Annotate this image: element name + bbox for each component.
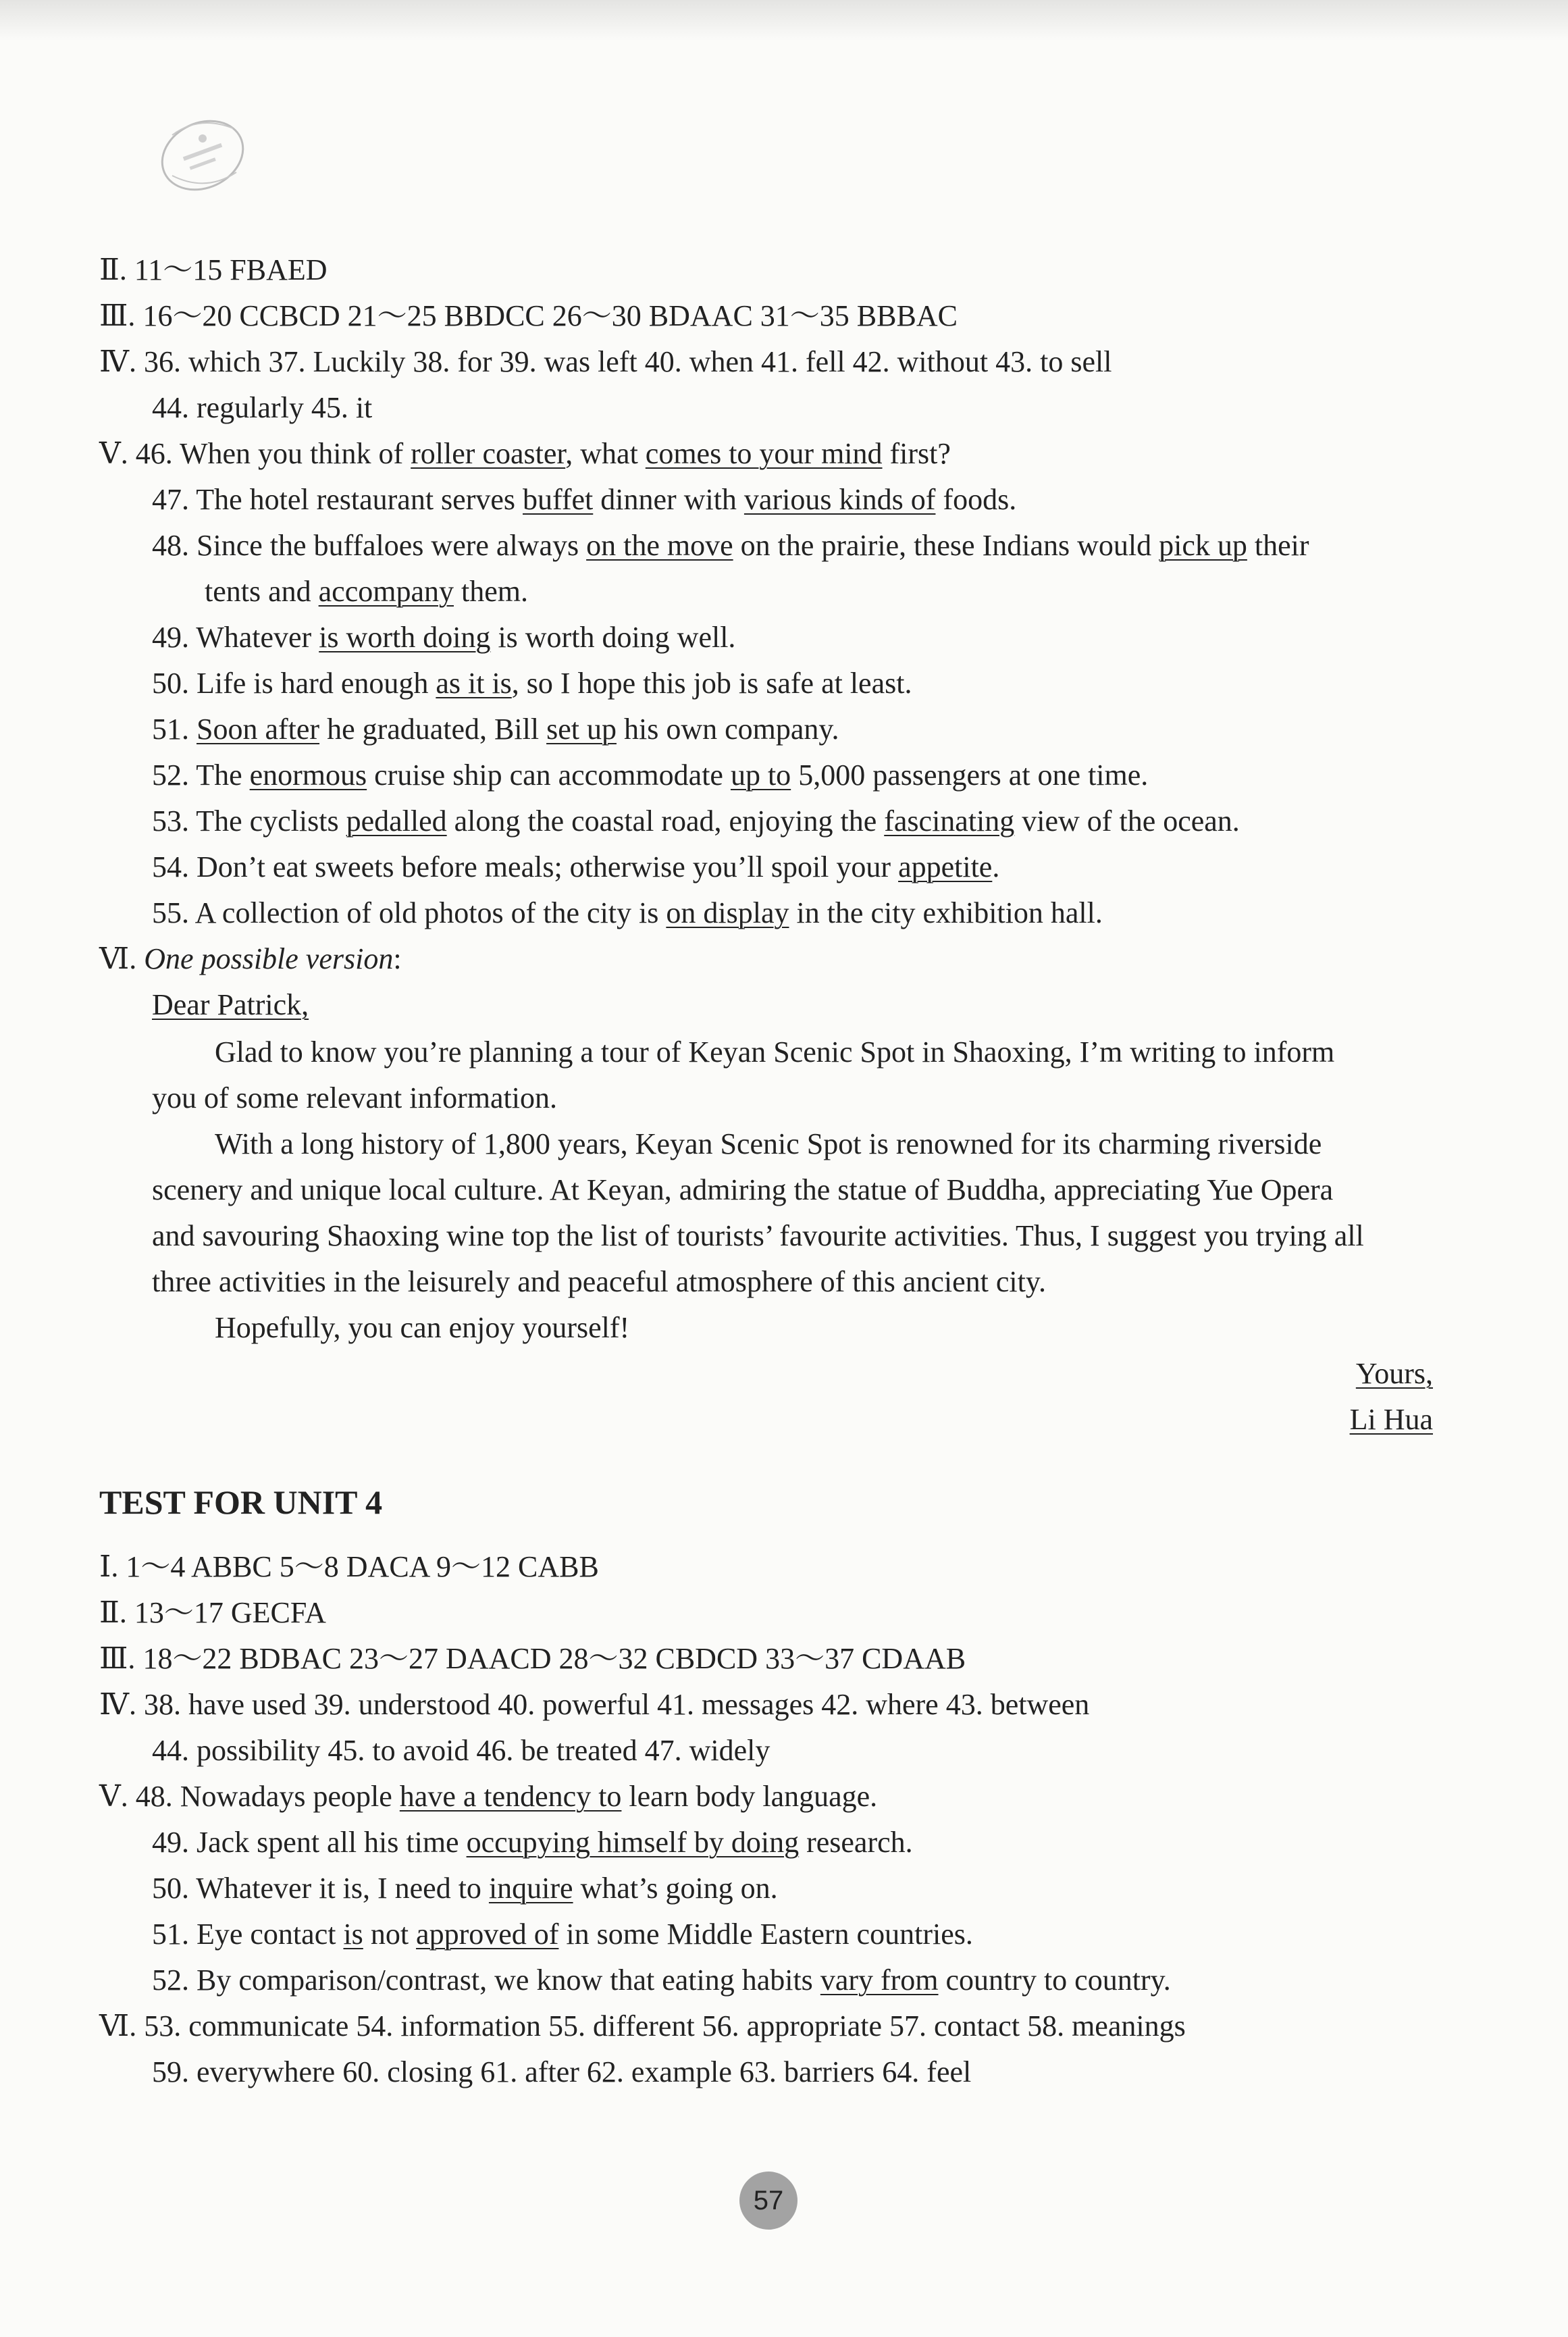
- sec3-answers: Ⅲ. 16～20 CCBCD 21～25 BBDCC 26～30 BDAAC 31～35 BBBAC: [99, 299, 958, 332]
- scan-edge: [0, 0, 1568, 41]
- letter-p1-line1: Glad to know you’re planning a tour of Keyan Scenic Spot in Shaoxing, I’m writing to inform: [215, 1035, 1335, 1069]
- unit4-sentence-52: 52. By comparison/contrast, we know that eating habits vary from country to country.: [152, 1963, 1171, 1997]
- letter-p2-line3: and savouring Shaoxing wine top the list of tourists’ favourite activities. Thus, I suggest you trying all: [152, 1219, 1364, 1252]
- letter-p2-line2: scenery and unique local culture. At Keyan, admiring the statue of Buddha, appreciating Yue Opera: [152, 1173, 1334, 1206]
- unit4-sec2-answers: Ⅱ. 13～17 GECFA: [99, 1596, 326, 1629]
- unit4-sec4-answers-cont: 44. possibility 45. to avoid 46. be treated 47. widely: [152, 1734, 770, 1767]
- unit4-sec3-answers: Ⅲ. 18～22 BDBAC 23～27 DAACD 28～32 CBDCD 33～37 CDAAB: [99, 1642, 966, 1675]
- letter-closing: Yours,: [1355, 1357, 1433, 1390]
- letter-greeting: Dear Patrick,: [152, 988, 309, 1021]
- sec5-sentence-53: 53. The cyclists pedalled along the coastal road, enjoying the fascinating view of the ocean.: [152, 804, 1240, 838]
- page-number: 57: [739, 2172, 798, 2230]
- letter-p2-line1: With a long history of 1,800 years, Keyan Scenic Spot is renowned for its charming riverside: [215, 1127, 1322, 1160]
- sec5-sentence-48-cont: tents and accompany them.: [205, 575, 528, 608]
- unit4-sec1-answers: Ⅰ. 1～4 ABBC 5～8 DACA 9～12 CABB: [99, 1550, 599, 1583]
- sec5-sentence-52: 52. The enormous cruise ship can accommodate up to 5,000 passengers at one time.: [152, 759, 1149, 792]
- unit4-sec4-answers: Ⅳ. 38. have used 39. understood 40. powerful 41. messages 42. where 43. between: [99, 1688, 1090, 1721]
- sec5-sentence-49: 49. Whatever is worth doing is worth doing well.: [152, 621, 736, 654]
- sec5-sentence-54: 54. Don’t eat sweets before meals; otherwise you’ll spoil your appetite.: [152, 850, 1000, 883]
- sec4-answers-cont: 44. regularly 45. it: [152, 391, 373, 424]
- sec5-sentence-55: 55. A collection of old photos of the city is on display in the city exhibition hall.: [152, 896, 1103, 929]
- unit4-sec6-answers-cont: 59. everywhere 60. closing 61. after 62. example 63. barriers 64. feel: [152, 2055, 972, 2088]
- letter-p3: Hopefully, you can enjoy yourself!: [215, 1311, 630, 1344]
- sec6-intro: Ⅵ. One possible version:: [99, 942, 402, 975]
- unit4-sec6-answers: Ⅵ. 53. communicate 54. information 55. different 56. appropriate 57. contact 58. meanings: [99, 2009, 1186, 2043]
- unit4-sentence-48: Ⅴ. 48. Nowadays people have a tendency to learn body language.: [99, 1780, 878, 1813]
- sec5-sentence-47: 47. The hotel restaurant serves buffet dinner with various kinds of foods.: [152, 483, 1017, 516]
- sec5-sentence-48: 48. Since the buffaloes were always on the move on the prairie, these Indians would pick up their: [152, 529, 1309, 562]
- unit4-sentence-51: 51. Eye contact is not approved of in some Middle Eastern countries.: [152, 1918, 973, 1951]
- unit4-title: TEST FOR UNIT 4: [99, 1483, 383, 1521]
- unit4-sentence-50: 50. Whatever it is, I need to inquire what’s going on.: [152, 1872, 778, 1905]
- letter-signature: Li Hua: [1349, 1403, 1433, 1436]
- unit4-sentence-49: 49. Jack spent all his time occupying himself by doing research.: [152, 1826, 913, 1859]
- sec2-answers: Ⅱ. 11～15 FBAED: [99, 253, 328, 286]
- sec4-answers: Ⅳ. 36. which 37. Luckily 38. for 39. was left 40. when 41. fell 42. without 43. to sell: [99, 345, 1112, 378]
- letter-p1-line2: you of some relevant information.: [152, 1081, 557, 1114]
- letter-p2-line4: three activities in the leisurely and peaceful atmosphere of this ancient city.: [152, 1265, 1046, 1298]
- sec5-sentence-51: 51. Soon after he graduated, Bill set up his own company.: [152, 713, 839, 746]
- sec5-sentence-46: Ⅴ. 46. When you think of roller coaster, what comes to your mind first?: [99, 437, 951, 470]
- stamp-logo-icon: [152, 108, 253, 203]
- sec5-sentence-50: 50. Life is hard enough as it is, so I hope this job is safe at least.: [152, 667, 912, 700]
